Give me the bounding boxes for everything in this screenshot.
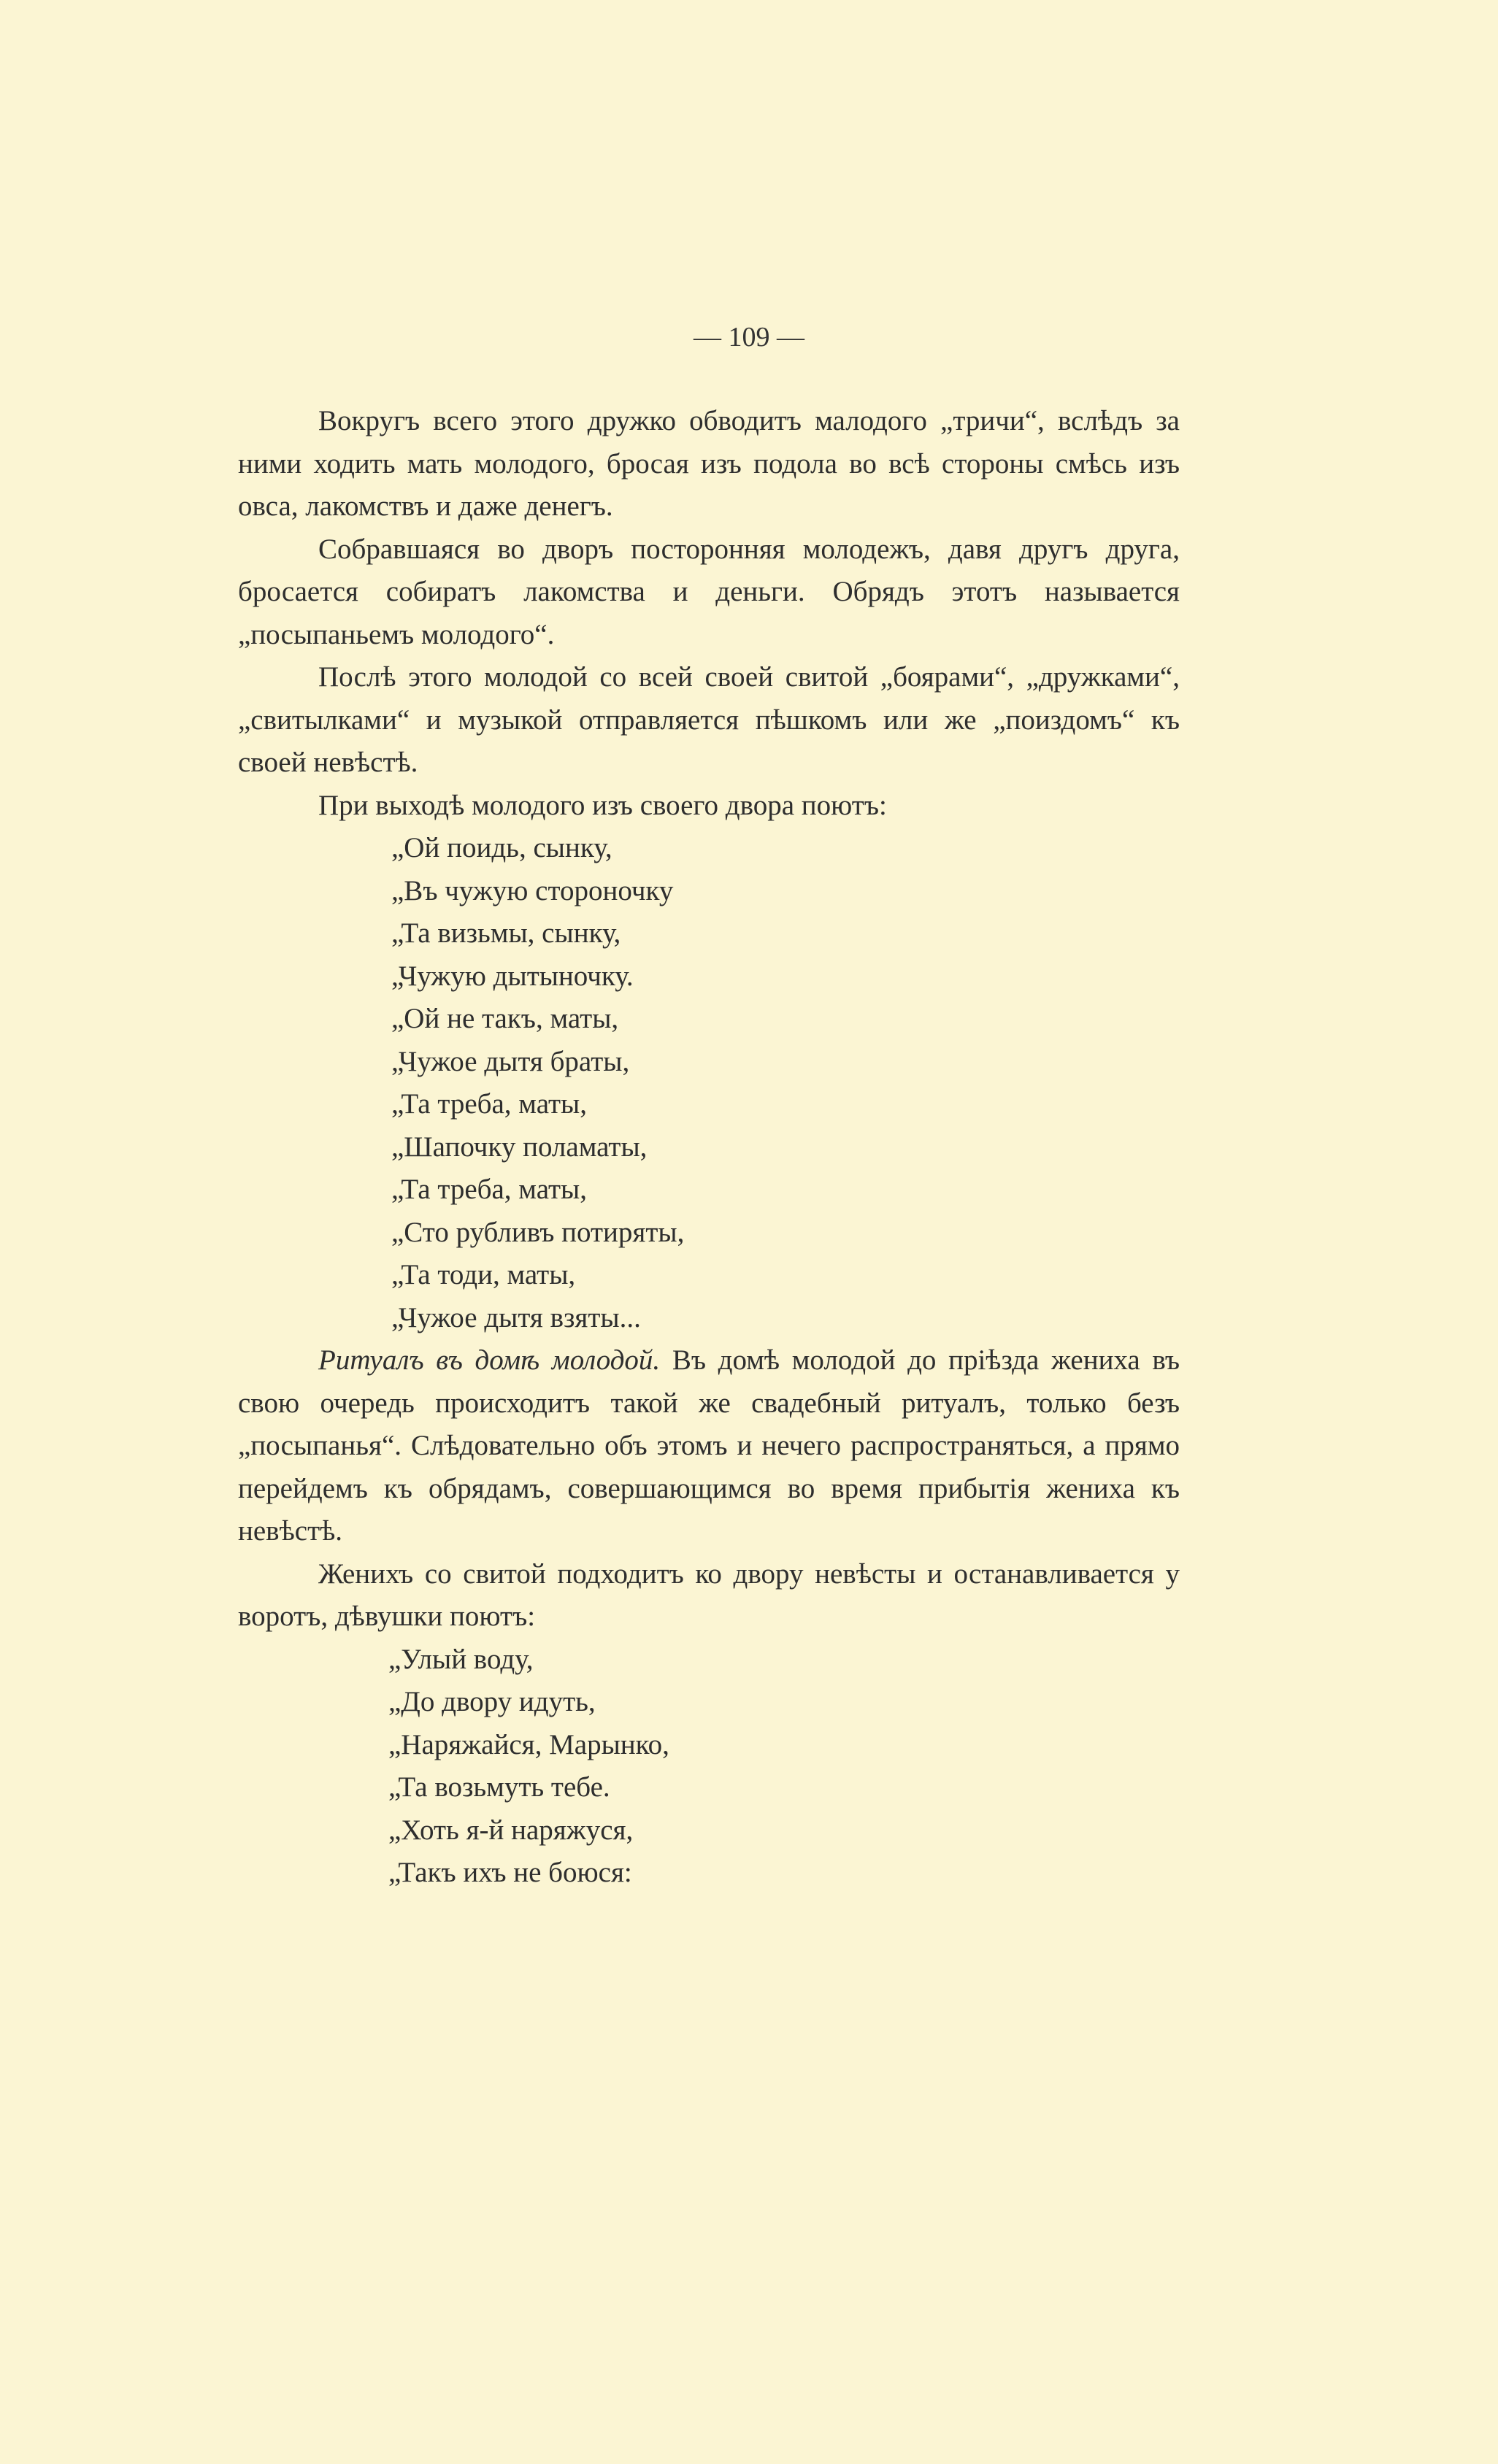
verse-line: „Чужую дытыночку. bbox=[391, 960, 634, 992]
verse-line: „До двору идуть, bbox=[388, 1686, 596, 1717]
verse-line: „Наряжайся, Марынко, bbox=[388, 1728, 669, 1760]
section-heading-inline: Ритуалъ въ домѣ молодой. bbox=[318, 1344, 661, 1376]
song-verse bbox=[238, 827, 1180, 1339]
verse-line: „Та треба, маты, bbox=[391, 1174, 588, 1205]
verse-line: „Та возьмуть тебе. bbox=[388, 1771, 610, 1803]
paragraph: При выходѣ молодого изъ своего двора поютъ: bbox=[318, 789, 887, 821]
verse-line: „Та треба, маты, bbox=[391, 1088, 588, 1120]
verse-line: „Въ чужую стороночку bbox=[391, 874, 674, 906]
page-body bbox=[238, 400, 1180, 1895]
verse-line: „Чужое дытя браты, bbox=[391, 1045, 630, 1077]
verse-line: „Та тоди, маты, bbox=[391, 1259, 576, 1290]
paragraph: Вокругъ всего этого дружко обводитъ малодого „тричи“, вслѣдъ за ними ходить мать молодого, бросая изъ подола во всѣ стороны смѣсь изъ овса, лакомствъ и даже денегъ. bbox=[238, 405, 1180, 522]
paragraph: Собравшаяся во дворъ посторонняя молодежъ, давя другъ друга, бросается собиратъ лакомства и деньги. Обрядъ этотъ называется „посыпаньемъ молодого“. bbox=[238, 533, 1180, 650]
page-number: — 109 — bbox=[694, 322, 804, 353]
paragraph: Послѣ этого молодой со всей своей свитой „боярами“, „дружками“, „свитылками“ и музыкой отправляется пѣшкомъ или же „поиздомъ“ къ своей невѣстѣ. bbox=[238, 661, 1180, 778]
verse-line: „Ой не такъ, маты, bbox=[391, 1003, 619, 1034]
verse-line: „Шапочку поламаты, bbox=[391, 1131, 648, 1163]
paragraph-text: Въ домѣ молодой до пріѣзда жениха въ свою очередь происходитъ такой же свадебный ритуалъ, только безъ „посыпанья“. Слѣдовательно объ этомъ и нечего распространяться, а прямо перейдемъ къ обрядамъ, совершающимся во время прибытія жениха къ невѣстѣ. bbox=[238, 1344, 1180, 1547]
verse-line: „Та визьмы, сынку, bbox=[391, 917, 621, 949]
verse-line: „Сто рубливъ потиряты, bbox=[391, 1216, 685, 1248]
verse-line: „Улый воду, bbox=[388, 1643, 534, 1675]
verse-line: „Чужое дытя взяты... bbox=[391, 1301, 641, 1333]
verse-line: „Такъ ихъ не боюся: bbox=[388, 1857, 632, 1888]
paragraph: Женихъ со свитой подходитъ ко двору невѣсты и останавливается у воротъ, дѣвушки поютъ: bbox=[238, 1558, 1180, 1632]
verse-line: „Ой поидь, сынку, bbox=[391, 832, 612, 863]
paragraph bbox=[238, 1339, 1180, 1553]
verse-line: „Хоть я-й наряжуся, bbox=[388, 1814, 634, 1846]
song-verse bbox=[238, 1639, 1180, 1895]
